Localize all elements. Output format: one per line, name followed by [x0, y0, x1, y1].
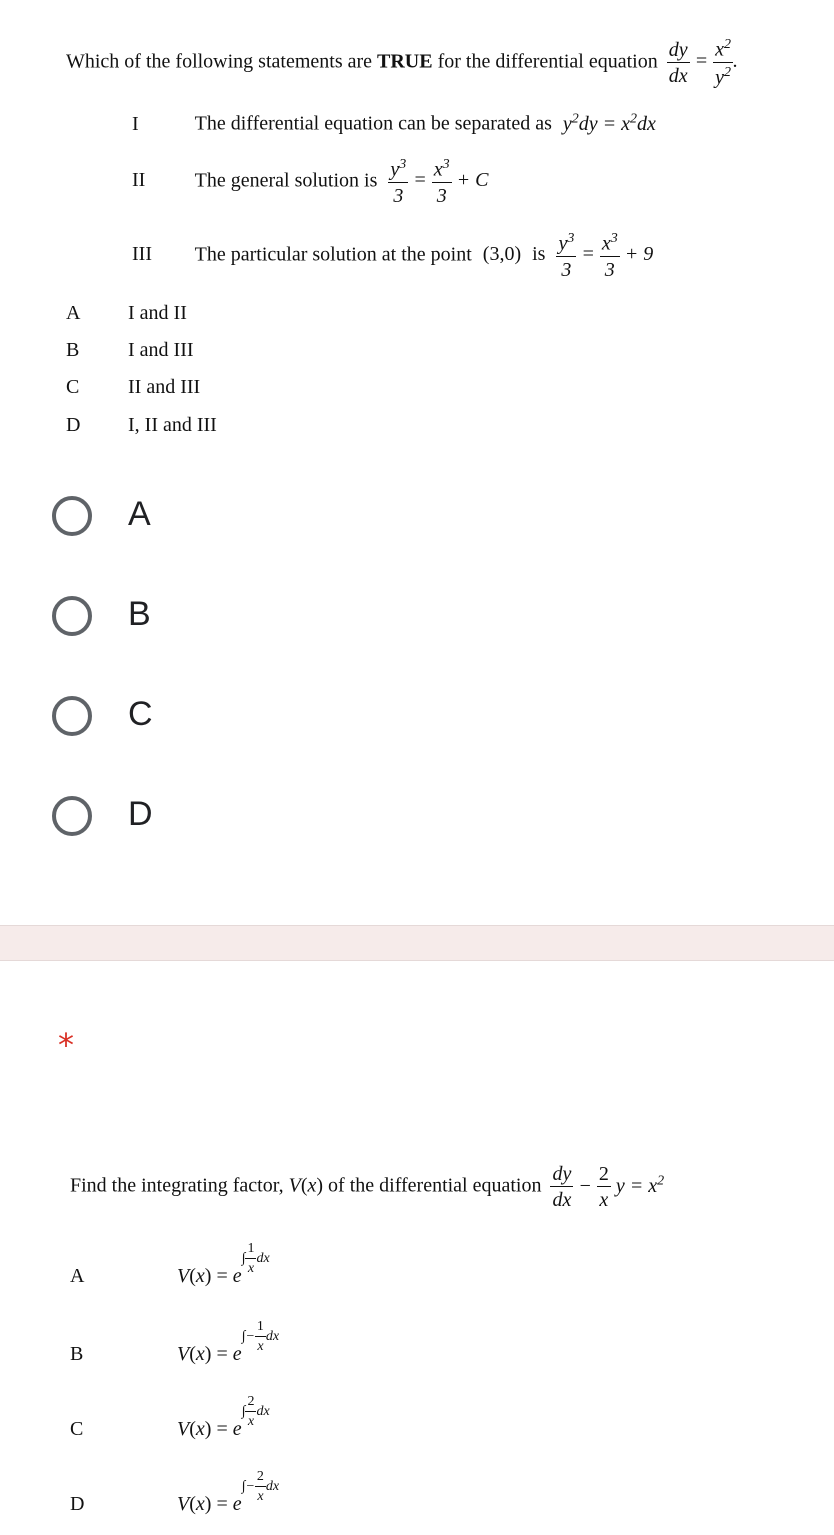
q2-choice-c: C $V(x) = e^{\int \frac{2}{x} dx}$	[70, 1394, 270, 1441]
q2-equation: $\frac{dy}{dx}$ − $\frac{2}{x}$ $y = x^2$	[552, 1163, 665, 1211]
q2-stem-text: Find the integrating factor,	[70, 1174, 284, 1197]
statement-1-text: The differential equation can be separated as	[194, 112, 552, 135]
statement-1	[132, 111, 656, 136]
radio-label-c[interactable]: C	[128, 695, 153, 733]
q1-choice-b-text: I and III	[128, 339, 194, 361]
radio-label-b[interactable]: B	[128, 595, 151, 633]
q1-choice-a-text: I and II	[128, 302, 187, 324]
radio-option-c[interactable]	[52, 696, 92, 736]
q2-stem: Find the integrating factor, V(x) of the differential equation $\frac{dy}{dx}$ − $\frac{2}{x}$ $y = x^2$	[70, 1163, 665, 1211]
q1-stem	[66, 38, 826, 87]
q1-stem-end: for the differential equation	[432, 50, 658, 73]
q2-choice-d: D $V(x) = e^{\int- \frac{2}{x} dx}$	[70, 1469, 280, 1516]
statement-1-math: $y^2dy = x^2dx$	[562, 111, 656, 135]
statement-3-num: III	[132, 243, 152, 266]
q1-equation: $\frac{dy}{dx}$ = $\frac{x^2}{y^2}$ .	[668, 37, 738, 89]
q2-stem-mid: of the differential equation	[328, 1174, 542, 1197]
q2-choice-b-exponent: ∫− 1 x dx	[241, 1319, 280, 1354]
q2-choice-a-letter: A	[70, 1265, 85, 1288]
q1-stem-text: Which of the following statements are	[66, 50, 378, 73]
statement-3-point: (3,0)	[482, 243, 522, 266]
q2-choice-d-exponent: ∫− 2 x dx	[241, 1469, 280, 1504]
statement-3-is: is	[532, 243, 546, 266]
q2-choice-b: B $V(x) = e^{\int- \frac{1}{x} dx}$	[70, 1319, 280, 1366]
q1-choice-d	[66, 414, 217, 437]
q1-choice-b	[66, 339, 194, 362]
q1-choice-c-letter: C	[66, 376, 80, 398]
required-asterisk: *	[58, 1026, 74, 1064]
q1-choice-a	[66, 302, 187, 325]
statement-3	[132, 232, 653, 280]
radio-label-d[interactable]: D	[128, 795, 153, 833]
q2-choice-b-letter: B	[70, 1343, 84, 1366]
q1-choice-d-letter: D	[66, 414, 81, 436]
radio-label-a[interactable]: A	[128, 495, 151, 533]
q2-vx: V	[288, 1174, 301, 1197]
radio-option-b[interactable]	[52, 596, 92, 636]
q2-choice-a-exponent: ∫ 1 x dx	[241, 1241, 270, 1276]
question-divider	[0, 925, 834, 961]
statement-2	[132, 158, 489, 206]
statement-2-text: The general solution is	[194, 169, 378, 192]
q1-choice-c	[66, 376, 200, 399]
statement-3-math: $\frac{y^3}{3}$ = $\frac{x^3}{3}$ + 9	[558, 231, 654, 281]
radio-option-d[interactable]	[52, 796, 92, 836]
q2-choice-c-exponent: ∫ 2 x dx	[241, 1394, 270, 1429]
q1-choice-c-text: II and III	[128, 376, 201, 398]
q1-choice-b-letter: B	[66, 339, 80, 361]
q1-choice-d-text: I, II and III	[128, 414, 217, 436]
q1-choice-a-letter: A	[66, 302, 81, 324]
q2-choice-c-letter: C	[70, 1418, 84, 1441]
statement-2-num: II	[132, 169, 146, 192]
statement-1-num: I	[132, 112, 139, 135]
statement-3-text: The particular solution at the point	[194, 243, 472, 266]
q2-choice-a: A $V(x) = e^{\int \frac{1}{x} dx}$	[70, 1241, 270, 1288]
statement-2-math: $\frac{y^3}{3}$ = $\frac{x^3}{3}$ + C	[390, 157, 489, 207]
radio-option-a[interactable]	[52, 496, 92, 536]
q2-choice-d-letter: D	[70, 1493, 85, 1516]
q1-stem-bold: TRUE	[377, 50, 433, 73]
